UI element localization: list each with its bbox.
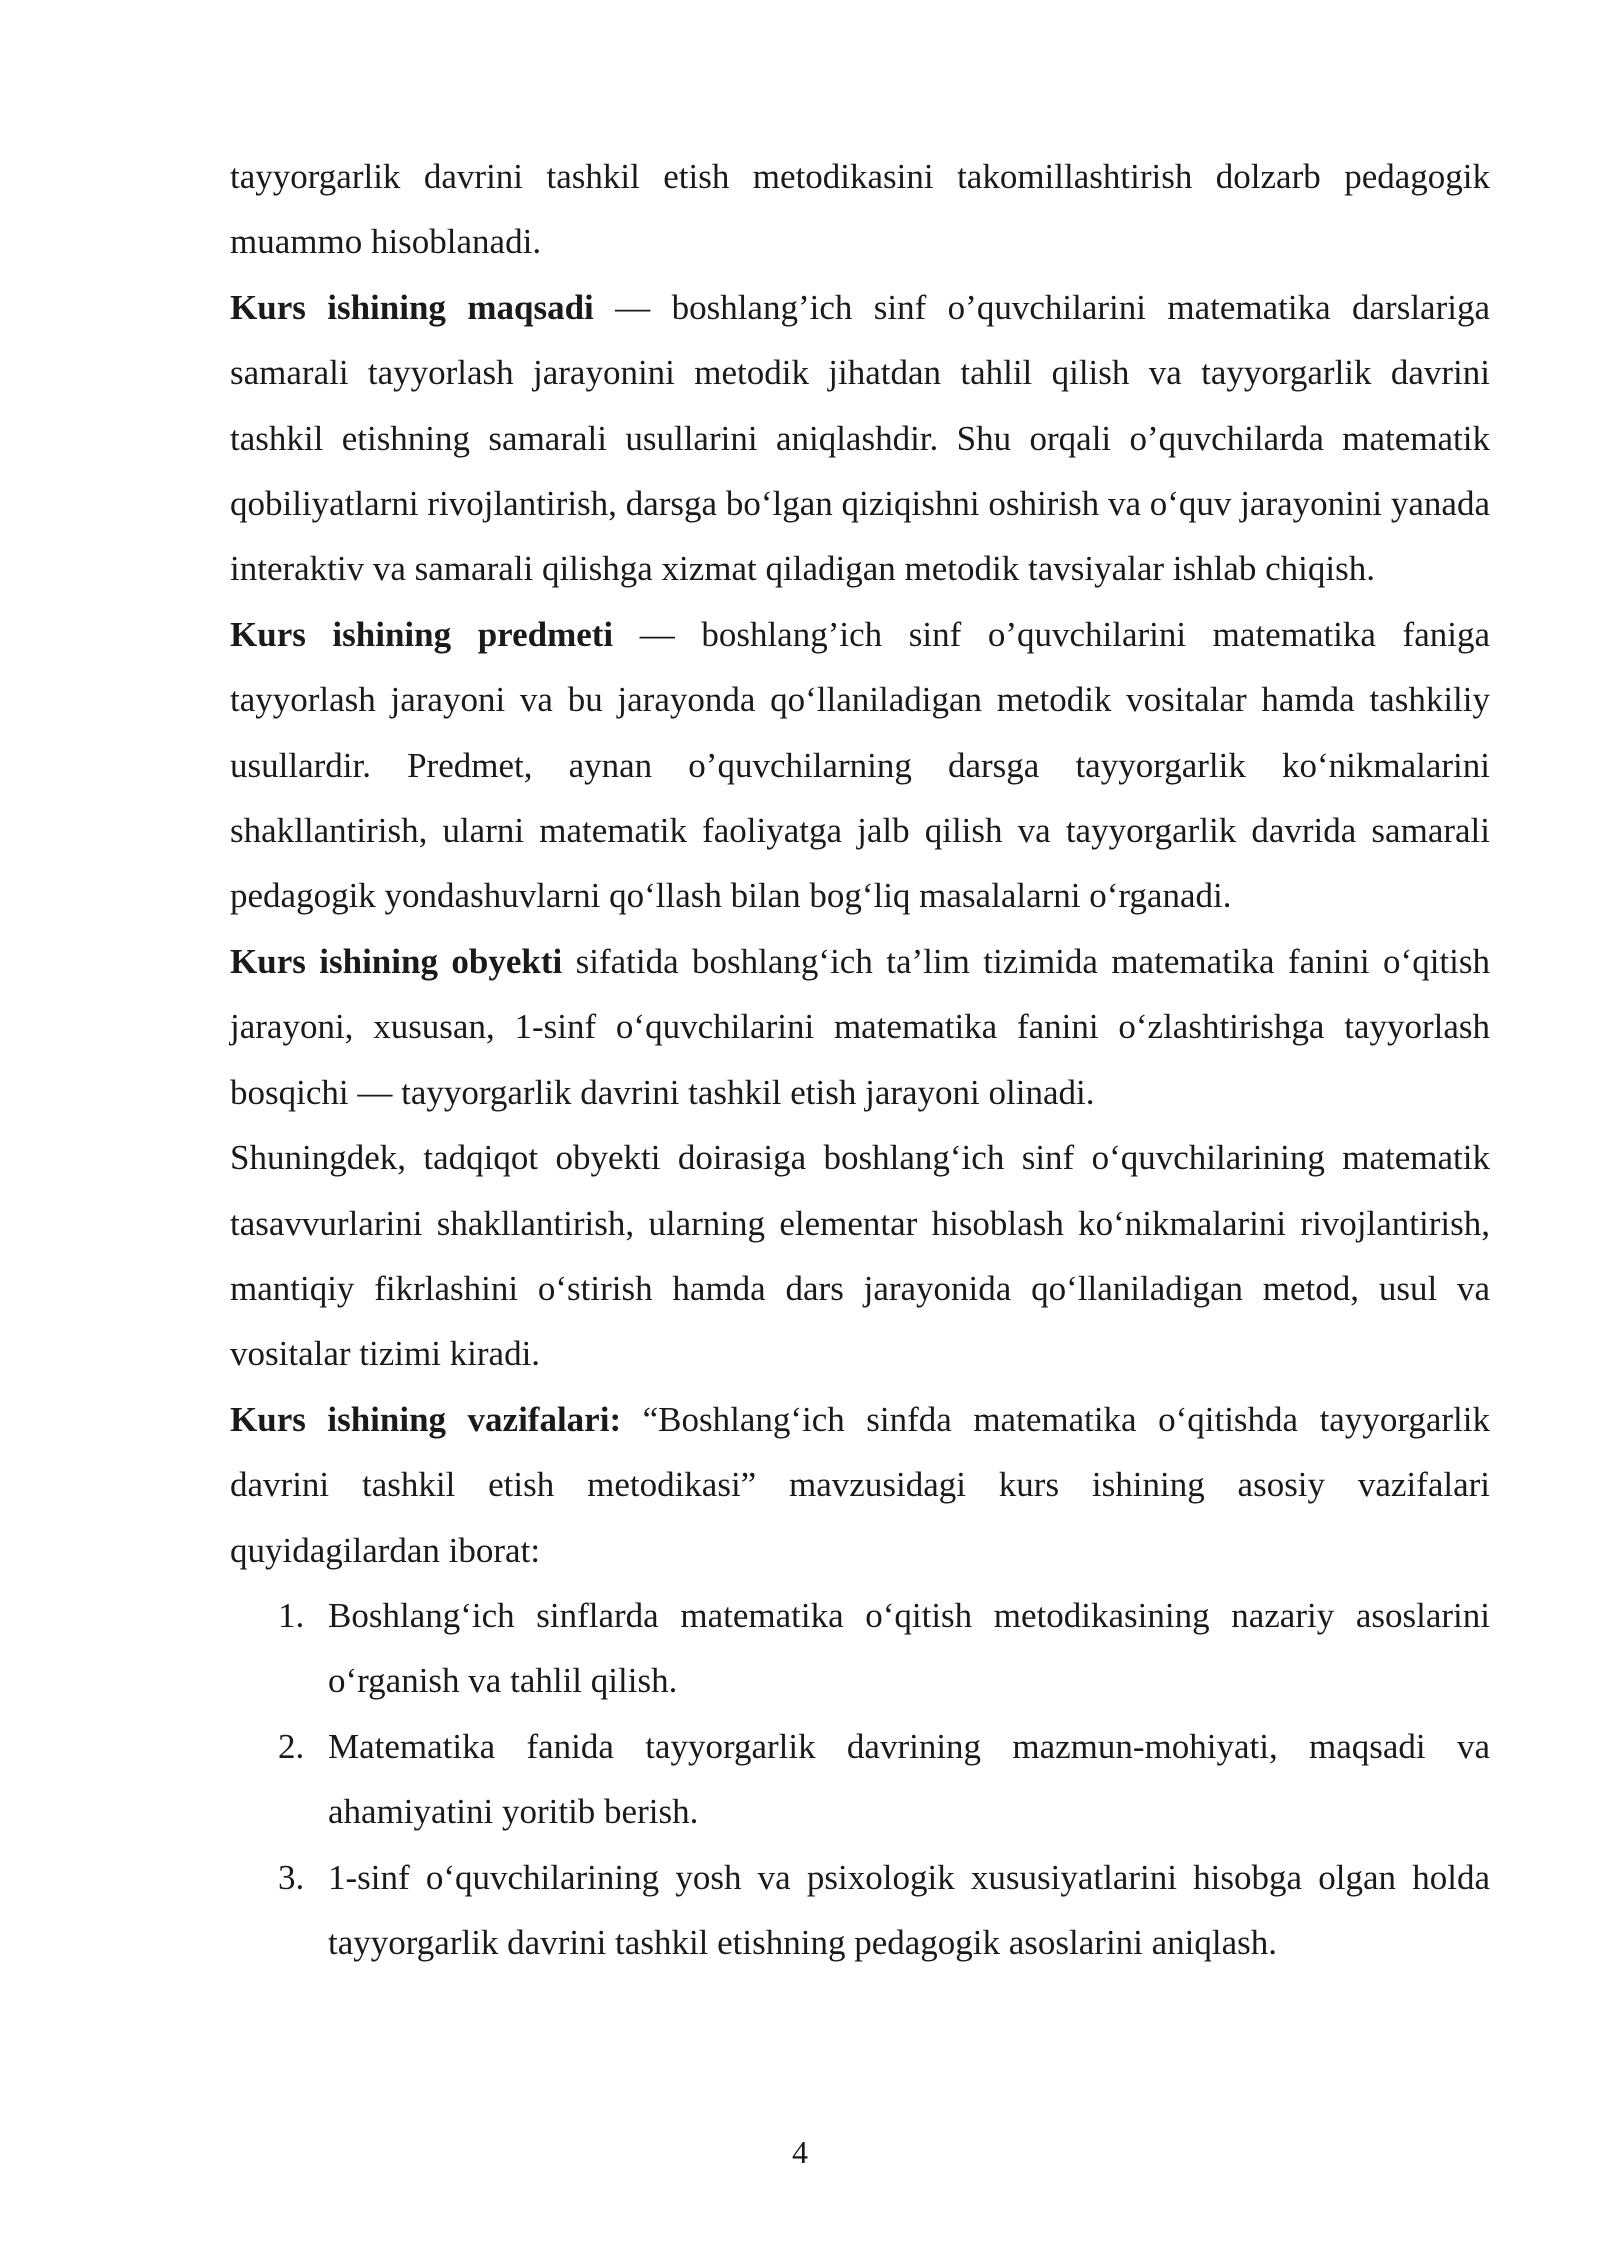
list-item-text: Matematika fanida tayyorgarlik davrining mazmun-mohiyati, maqsadi va ahamiyatini yoritib berish. [328,1726,1490,1832]
intro-paragraph: tayyorgarlik davrini tashkil etish metodikasini takomillashtirish dolzarb pedagogik muammo hisoblanadi. [230,157,1490,262]
vazifalar-text: “Boshlang‘ich sinfda matematika o‘qitishda tayyorgarlik davrini tashkil etish metodikasi” mavzusidagi kurs ishining asosiy vazifalari quyidagilardan iborat: [230,1399,1491,1570]
tasks-list [230,1583,1490,1975]
list-item-text: 1-sinf o‘quvchilarining yosh va psixologik xususiyatlarini hisobga olgan holda tayyorgarlik davrini tashkil etishning pedagogik asoslarini aniqlash. [328,1857,1490,1962]
maqsad-label: Kurs ishining maqsadi [230,287,594,327]
list-item-number: 3. [278,1857,305,1897]
predmet-paragraph [230,602,1490,929]
maqsad-text: — boshlang’ich sinf o’quvchilarini matematika darslariga samarali tayyorlash jarayonini metodik jihatdan tahlil qilish va tayyorgarlik davrini tashkil etishning samarali usullarini aniqlashdir. Shu orqali o’quvchilarda matematik qobiliyatlarni rivojlantirish, darsga bo‘lgan qiziqishni oshirish va o‘quv jarayonini yanada interaktiv va samarali qilishga xizmat qiladigan metodik tavsiyalar ishlab chiqish. [230,287,1491,589]
list-item [230,1845,1490,1976]
predmet-text: — boshlang’ich sinf o’quvchilarini matematika faniga tayyorlash jarayoni va bu jarayonda qo‘llaniladigan metodik vositalar hamda tashkiliy usullardir. Predmet, aynan o’quvchilarning darsga tayyorgarlik ko‘nikmalarini shakllantirish, ularni matematik faoliyatga jalb qilish va tayyorgarlik davrida samarali pedagogik yondashuvlarni qo‘llash bilan bog‘liq masalalarni o‘rganadi. [230,614,1490,916]
maqsad-paragraph [230,275,1490,602]
body-text [230,144,1490,1975]
vazifalar-paragraph [230,1387,1490,1583]
obyekt-paragraph [230,929,1490,1125]
obyekt-text: sifatida boshlang‘ich ta’lim tizimida matematika fanini o‘qitish jarayoni, xususan, 1-sinf o‘quvchilarini matematika fanini o‘zlashtirishga tayyorlash bosqichi — tayyorgarlik davrini tashkil etish jarayoni olinadi. [230,941,1490,1112]
vazifalar-label: Kurs ishining vazifalari: [230,1399,622,1439]
list-item [230,1714,1490,1845]
page-number: 4 [792,2134,808,2170]
list-item-text: Boshlang‘ich sinflarda matematika o‘qitish metodikasining nazariy asoslarini o‘rganish va tahlil qilish. [328,1595,1490,1701]
predmet-label: Kurs ishining predmeti [230,614,614,654]
list-item-number: 2. [278,1726,305,1766]
list-item-number: 1. [278,1595,305,1635]
shuningdek-paragraph: Shuningdek, tadqiqot obyekti doirasiga boshlang‘ich sinf o‘quvchilarining matematik tasavvurlarini shakllantirish, ularning elementar hisoblash ko‘nikmalarini rivojlantirish, mantiqiy fikrlashini o‘stirish hamda dars jarayonida qo‘llaniladigan metod, usul va vositalar tizimi kiradi. [230,1138,1490,1374]
obyekt-label: Kurs ishining obyekti [230,941,563,981]
list-item [230,1583,1490,1714]
